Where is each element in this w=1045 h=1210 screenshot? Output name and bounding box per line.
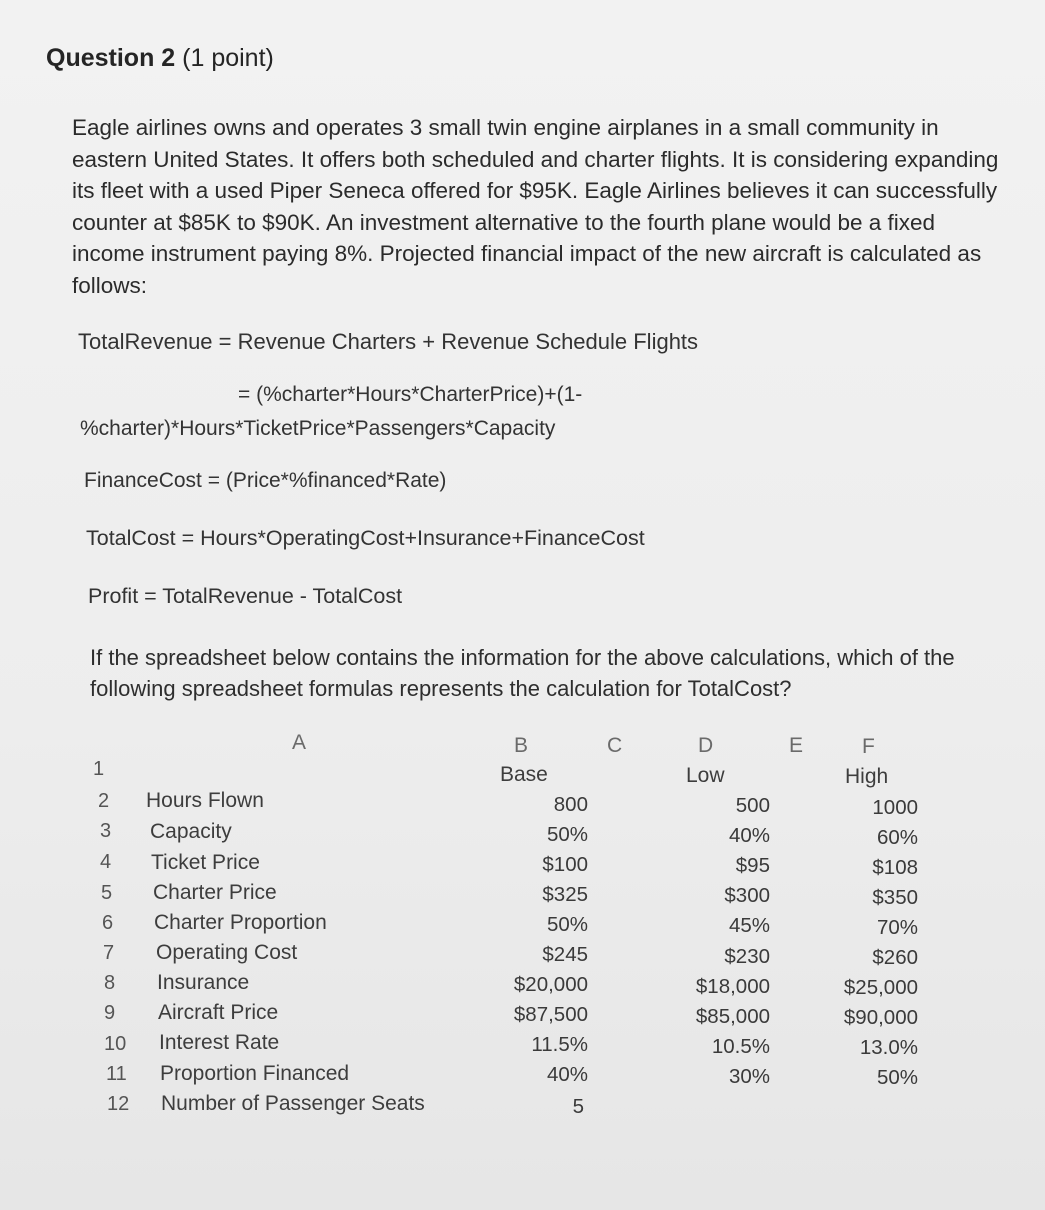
row-number-10: 10 xyxy=(104,1033,127,1055)
low-proportion-financed: 30% xyxy=(728,1065,770,1088)
label-passenger-seats: Number of Passenger Seats xyxy=(161,1092,425,1115)
formula-total-revenue: TotalRevenue = Revenue Charters + Revenue Schedule Flights xyxy=(78,329,699,354)
low-interest-rate: 10.5% xyxy=(711,1035,770,1058)
label-aircraft-price: Aircraft Price xyxy=(158,1001,279,1024)
high-charter-proportion: 70% xyxy=(876,916,918,939)
row-number-2: 2 xyxy=(98,790,110,812)
column-header-c: C xyxy=(607,734,623,757)
base-proportion-financed: 40% xyxy=(546,1063,588,1086)
row-number-4: 4 xyxy=(100,851,112,873)
low-ticket-price: $95 xyxy=(735,854,770,877)
row-number-11: 11 xyxy=(106,1063,127,1085)
column-header-f: F xyxy=(862,735,875,758)
row-number-12: 12 xyxy=(107,1093,130,1115)
low-charter-proportion: 45% xyxy=(728,914,770,937)
base-charter-proportion: 50% xyxy=(546,913,588,936)
base-charter-price: $325 xyxy=(542,883,588,906)
question-intro: Eagle airlines owns and operates 3 small twin engine airplanes in a small community in eastern United States. It offers both scheduled and charter flights. It is considering expanding its fleet with a used Piper Seneca offered for $95K. Eagle Airlines believes it can successfully counter at $85K to $90K. An investment alternative to the fourth plane would be a fixed income instrument paying 8%. Projected financial impact of the new aircraft is calculated as follows: xyxy=(72,115,999,298)
question-number: Question 2 xyxy=(46,44,176,72)
base-passenger-seats: 5 xyxy=(572,1095,584,1118)
column-header-b: B xyxy=(514,734,529,757)
row-number-8: 8 xyxy=(104,972,116,994)
header-high: High xyxy=(845,765,889,788)
high-hours-flown: 1000 xyxy=(872,796,918,819)
formula-revenue-expansion-line2: %charter)*Hours*TicketPrice*Passengers*Capacity xyxy=(80,417,556,440)
label-proportion-financed: Proportion Financed xyxy=(160,1062,350,1085)
base-ticket-price: $100 xyxy=(542,853,588,876)
low-hours-flown: 500 xyxy=(735,794,770,817)
row-number-1: 1 xyxy=(93,758,105,780)
low-capacity: 40% xyxy=(728,824,770,847)
base-capacity: 50% xyxy=(546,823,588,846)
formula-revenue-expansion-line1: = (%charter*Hours*CharterPrice)+(1- xyxy=(238,383,583,406)
low-aircraft-price: $85,000 xyxy=(695,1005,770,1028)
row-number-6: 6 xyxy=(102,912,114,934)
label-operating-cost: Operating Cost xyxy=(156,941,298,964)
row-number-5: 5 xyxy=(101,882,113,904)
label-charter-price: Charter Price xyxy=(153,881,277,904)
column-header-a: A xyxy=(292,731,307,754)
column-header-d: D xyxy=(698,734,714,757)
base-aircraft-price: $87,500 xyxy=(513,1003,588,1026)
formula-total-cost: TotalCost = Hours*OperatingCost+Insurance+FinanceCost xyxy=(86,526,645,550)
base-operating-cost: $245 xyxy=(542,943,588,966)
header-base: Base xyxy=(500,763,548,786)
high-interest-rate: 13.0% xyxy=(859,1036,918,1059)
high-operating-cost: $260 xyxy=(872,946,918,969)
column-header-e: E xyxy=(789,734,804,757)
label-hours-flown: Hours Flown xyxy=(146,789,264,812)
header-low: Low xyxy=(686,764,725,787)
base-hours-flown: 800 xyxy=(553,793,588,816)
high-capacity: 60% xyxy=(876,826,918,849)
base-insurance: $20,000 xyxy=(513,973,588,996)
row-number-3: 3 xyxy=(100,820,112,842)
row-number-9: 9 xyxy=(104,1002,116,1024)
high-charter-price: $350 xyxy=(872,886,918,909)
low-insurance: $18,000 xyxy=(695,975,770,998)
question-prompt: If the spreadsheet below contains the information for the above calculations, which of the following spreadsheet formulas represents the calculation for TotalCost? xyxy=(90,645,955,701)
formula-profit: Profit = TotalRevenue - TotalCost xyxy=(88,584,403,608)
label-capacity: Capacity xyxy=(150,820,232,843)
high-aircraft-price: $90,000 xyxy=(843,1006,918,1029)
label-ticket-price: Ticket Price xyxy=(151,851,260,874)
row-number-7: 7 xyxy=(103,942,115,964)
formula-finance-cost: FinanceCost = (Price*%financed*Rate) xyxy=(84,469,447,492)
low-charter-price: $300 xyxy=(724,884,770,907)
label-interest-rate: Interest Rate xyxy=(159,1031,280,1054)
high-insurance: $25,000 xyxy=(843,976,918,999)
base-interest-rate: 11.5% xyxy=(531,1033,588,1056)
label-charter-proportion: Charter Proportion xyxy=(154,911,327,934)
low-operating-cost: $230 xyxy=(724,945,770,968)
high-ticket-price: $108 xyxy=(872,856,918,879)
high-proportion-financed: 50% xyxy=(876,1066,918,1089)
label-insurance: Insurance xyxy=(157,971,250,994)
question-points: (1 point) xyxy=(182,44,274,72)
